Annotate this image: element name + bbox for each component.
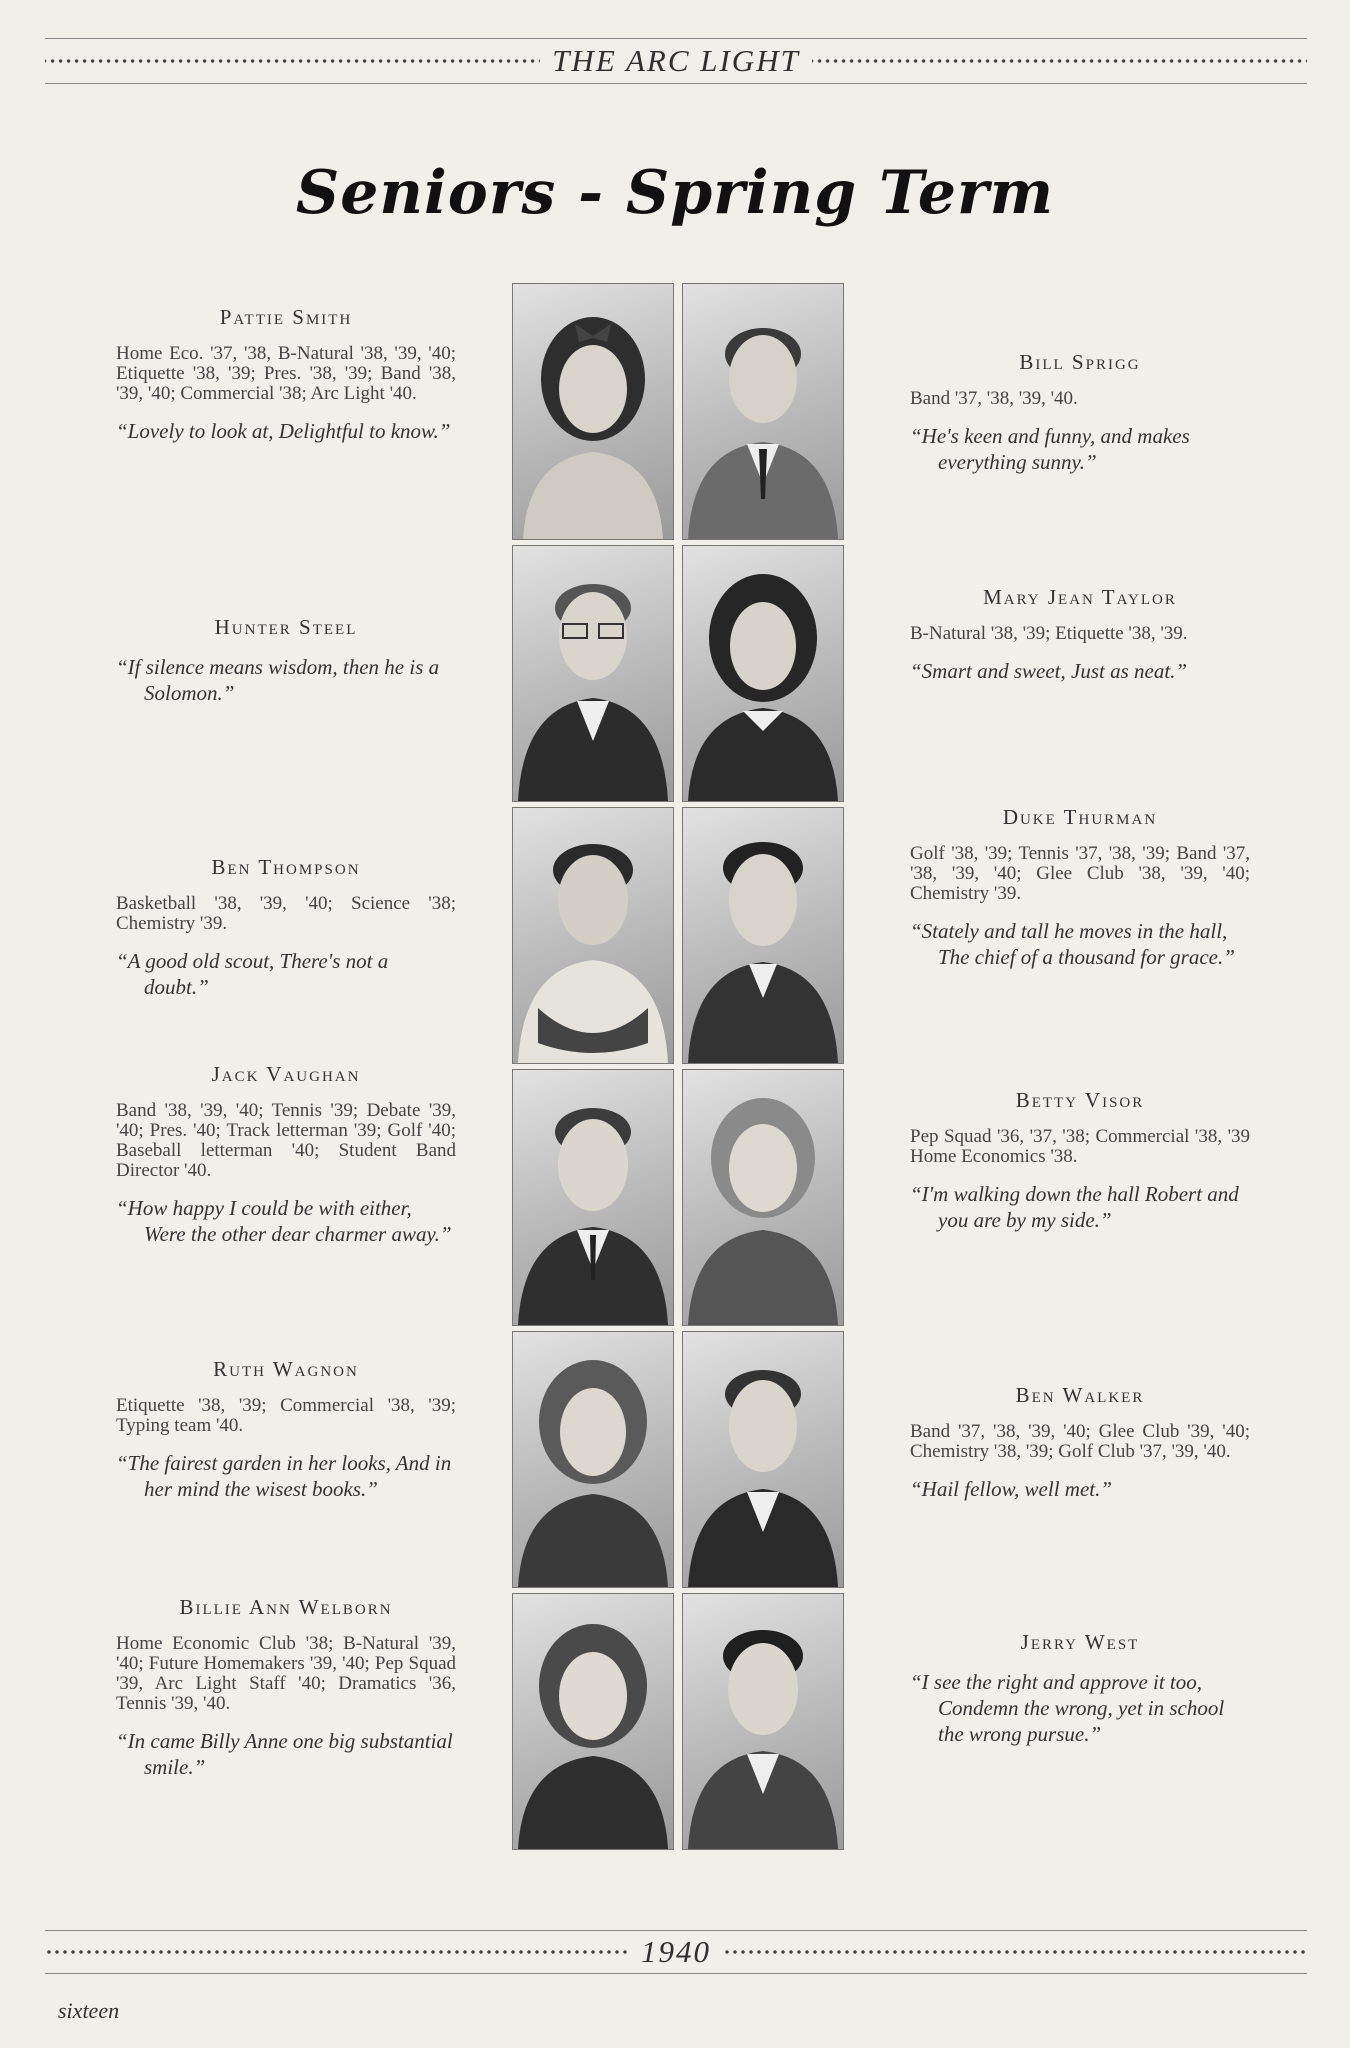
publication-title: THE ARC LIGHT <box>552 43 800 78</box>
portrait-duke-thurman <box>682 807 844 1064</box>
senior-entry-ruth-wagnon <box>116 1357 456 1502</box>
senior-activities: Basketball '38, '39, '40; Science '38; Chemistry '39. <box>116 893 456 934</box>
senior-activities: Etiquette '38, '39; Commercial '38, '39; Typing team '40. <box>116 1395 456 1436</box>
senior-activities: Home Economic Club '38; B-Natural '39, '40; Future Homemakers '39, '40; Pep Squad '39, Arc Light Staff '40; Dramatics '36, Tennis '39, '40. <box>116 1633 456 1714</box>
senior-entry-jack-vaughan <box>116 1062 456 1247</box>
portrait-bill-sprigg <box>682 283 844 540</box>
portrait-ben-thompson <box>512 807 674 1064</box>
senior-activities: Pep Squad '36, '37, '38; Commercial '38, '39 Home Economics '38. <box>910 1126 1250 1167</box>
dotted-rule-left <box>45 58 540 64</box>
senior-activities: Band '37, '38, '39, '40; Glee Club '39, '40; Chemistry '38, '39; Golf Club '37, '39, '40. <box>910 1421 1250 1462</box>
senior-name: Pattie Smith <box>219 305 353 329</box>
portrait-hunter-steel <box>512 545 674 802</box>
senior-name: Duke Thurman <box>1002 805 1158 829</box>
senior-activities: Band '37, '38, '39, '40. <box>910 388 1078 409</box>
senior-entry-bill-sprigg <box>910 350 1250 475</box>
senior-entry-billie-ann-welborn <box>116 1595 456 1780</box>
senior-entry-betty-visor <box>910 1088 1250 1233</box>
portrait-jerry-west <box>682 1593 844 1850</box>
senior-name: Mary Jean Taylor <box>983 585 1177 609</box>
senior-name: Hunter Steel <box>214 615 358 639</box>
dotted-rule-right <box>812 58 1307 64</box>
page-footer-rule <box>45 1930 1307 1974</box>
senior-activities: Golf '38, '39; Tennis '37, '38, '39; Band '37, '38, '39, '40; Glee Club '38, '39, '40; Chemistry '39. <box>910 843 1250 904</box>
senior-name: Ben Thompson <box>211 855 361 879</box>
senior-entry-pattie-smith <box>116 305 456 444</box>
page-header-rule <box>45 38 1307 84</box>
senior-activities: Home Eco. '37, '38, B-Natural '38, '39, '40; Etiquette '38, '39; Pres. '38, '39; Band '38, '39, '40; Commercial '38; Arc Light '40. <box>116 343 456 404</box>
senior-quote: “Hail fellow, well met.” <box>910 1477 1113 1501</box>
senior-entry-mary-jean-taylor <box>910 585 1250 684</box>
senior-entry-duke-thurman <box>910 805 1250 970</box>
senior-quote: “If silence means wisdom, then he is a Solomon.” <box>116 655 440 705</box>
senior-quote: “I'm walking down the hall Robert and you are by my side.” <box>910 1182 1239 1232</box>
senior-quote: “I see the right and approve it too, Condemn the wrong, yet in school the wrong pursue.” <box>910 1670 1225 1746</box>
portrait-pattie-smith <box>512 283 674 540</box>
senior-quote: “He's keen and funny, and makes everything sunny.” <box>910 424 1190 474</box>
senior-quote: “How happy I could be with either, Were the other dear charmer away.” <box>116 1196 452 1246</box>
senior-name: Ruth Wagnon <box>213 1357 359 1381</box>
senior-quote: “In came Billy Anne one big substantial smile.” <box>116 1729 453 1779</box>
dotted-rule-right <box>723 1949 1307 1955</box>
senior-name: Betty Visor <box>1015 1088 1145 1112</box>
senior-name: Billie Ann Welborn <box>179 1595 393 1619</box>
senior-quote: “Lovely to look at, Delightful to know.” <box>116 419 451 443</box>
portrait-ruth-wagnon <box>512 1331 674 1588</box>
senior-entry-ben-thompson <box>116 855 456 1000</box>
portrait-betty-visor <box>682 1069 844 1326</box>
portrait-jack-vaughan <box>512 1069 674 1326</box>
senior-activities: Band '38, '39, '40; Tennis '39; Debate '39, '40; Pres. '40; Track letterman '39; Golf '40; Baseball letterman '40; Student Band Director '40. <box>116 1100 456 1181</box>
senior-quote: “The fairest garden in her looks, And in her mind the wisest books.” <box>116 1451 452 1501</box>
portrait-billie-ann-welborn <box>512 1593 674 1850</box>
senior-name: Ben Walker <box>1015 1383 1145 1407</box>
senior-name: Bill Sprigg <box>1019 350 1141 374</box>
senior-quote: “Stately and tall he moves in the hall, The chief of a thousand for grace.” <box>910 919 1235 969</box>
senior-quote: “Smart and sweet, Just as neat.” <box>910 659 1188 683</box>
senior-entry-ben-walker <box>910 1383 1250 1502</box>
portrait-grid <box>512 283 850 1825</box>
dotted-rule-left <box>45 1949 629 1955</box>
senior-entry-hunter-steel <box>116 615 456 706</box>
page-number: sixteen <box>58 1998 120 2023</box>
portrait-mary-jean-taylor <box>682 545 844 802</box>
page-title: Seniors - Spring Term <box>295 158 1055 228</box>
senior-name: Jack Vaughan <box>211 1062 361 1086</box>
senior-name: Jerry West <box>1020 1630 1140 1654</box>
senior-quote: “A good old scout, There's not a doubt.” <box>116 949 389 999</box>
yearbook-year: 1940 <box>641 1934 711 1969</box>
senior-activities: B-Natural '38, '39; Etiquette '38, '39. <box>910 623 1188 644</box>
senior-entry-jerry-west <box>910 1630 1250 1747</box>
portrait-ben-walker <box>682 1331 844 1588</box>
